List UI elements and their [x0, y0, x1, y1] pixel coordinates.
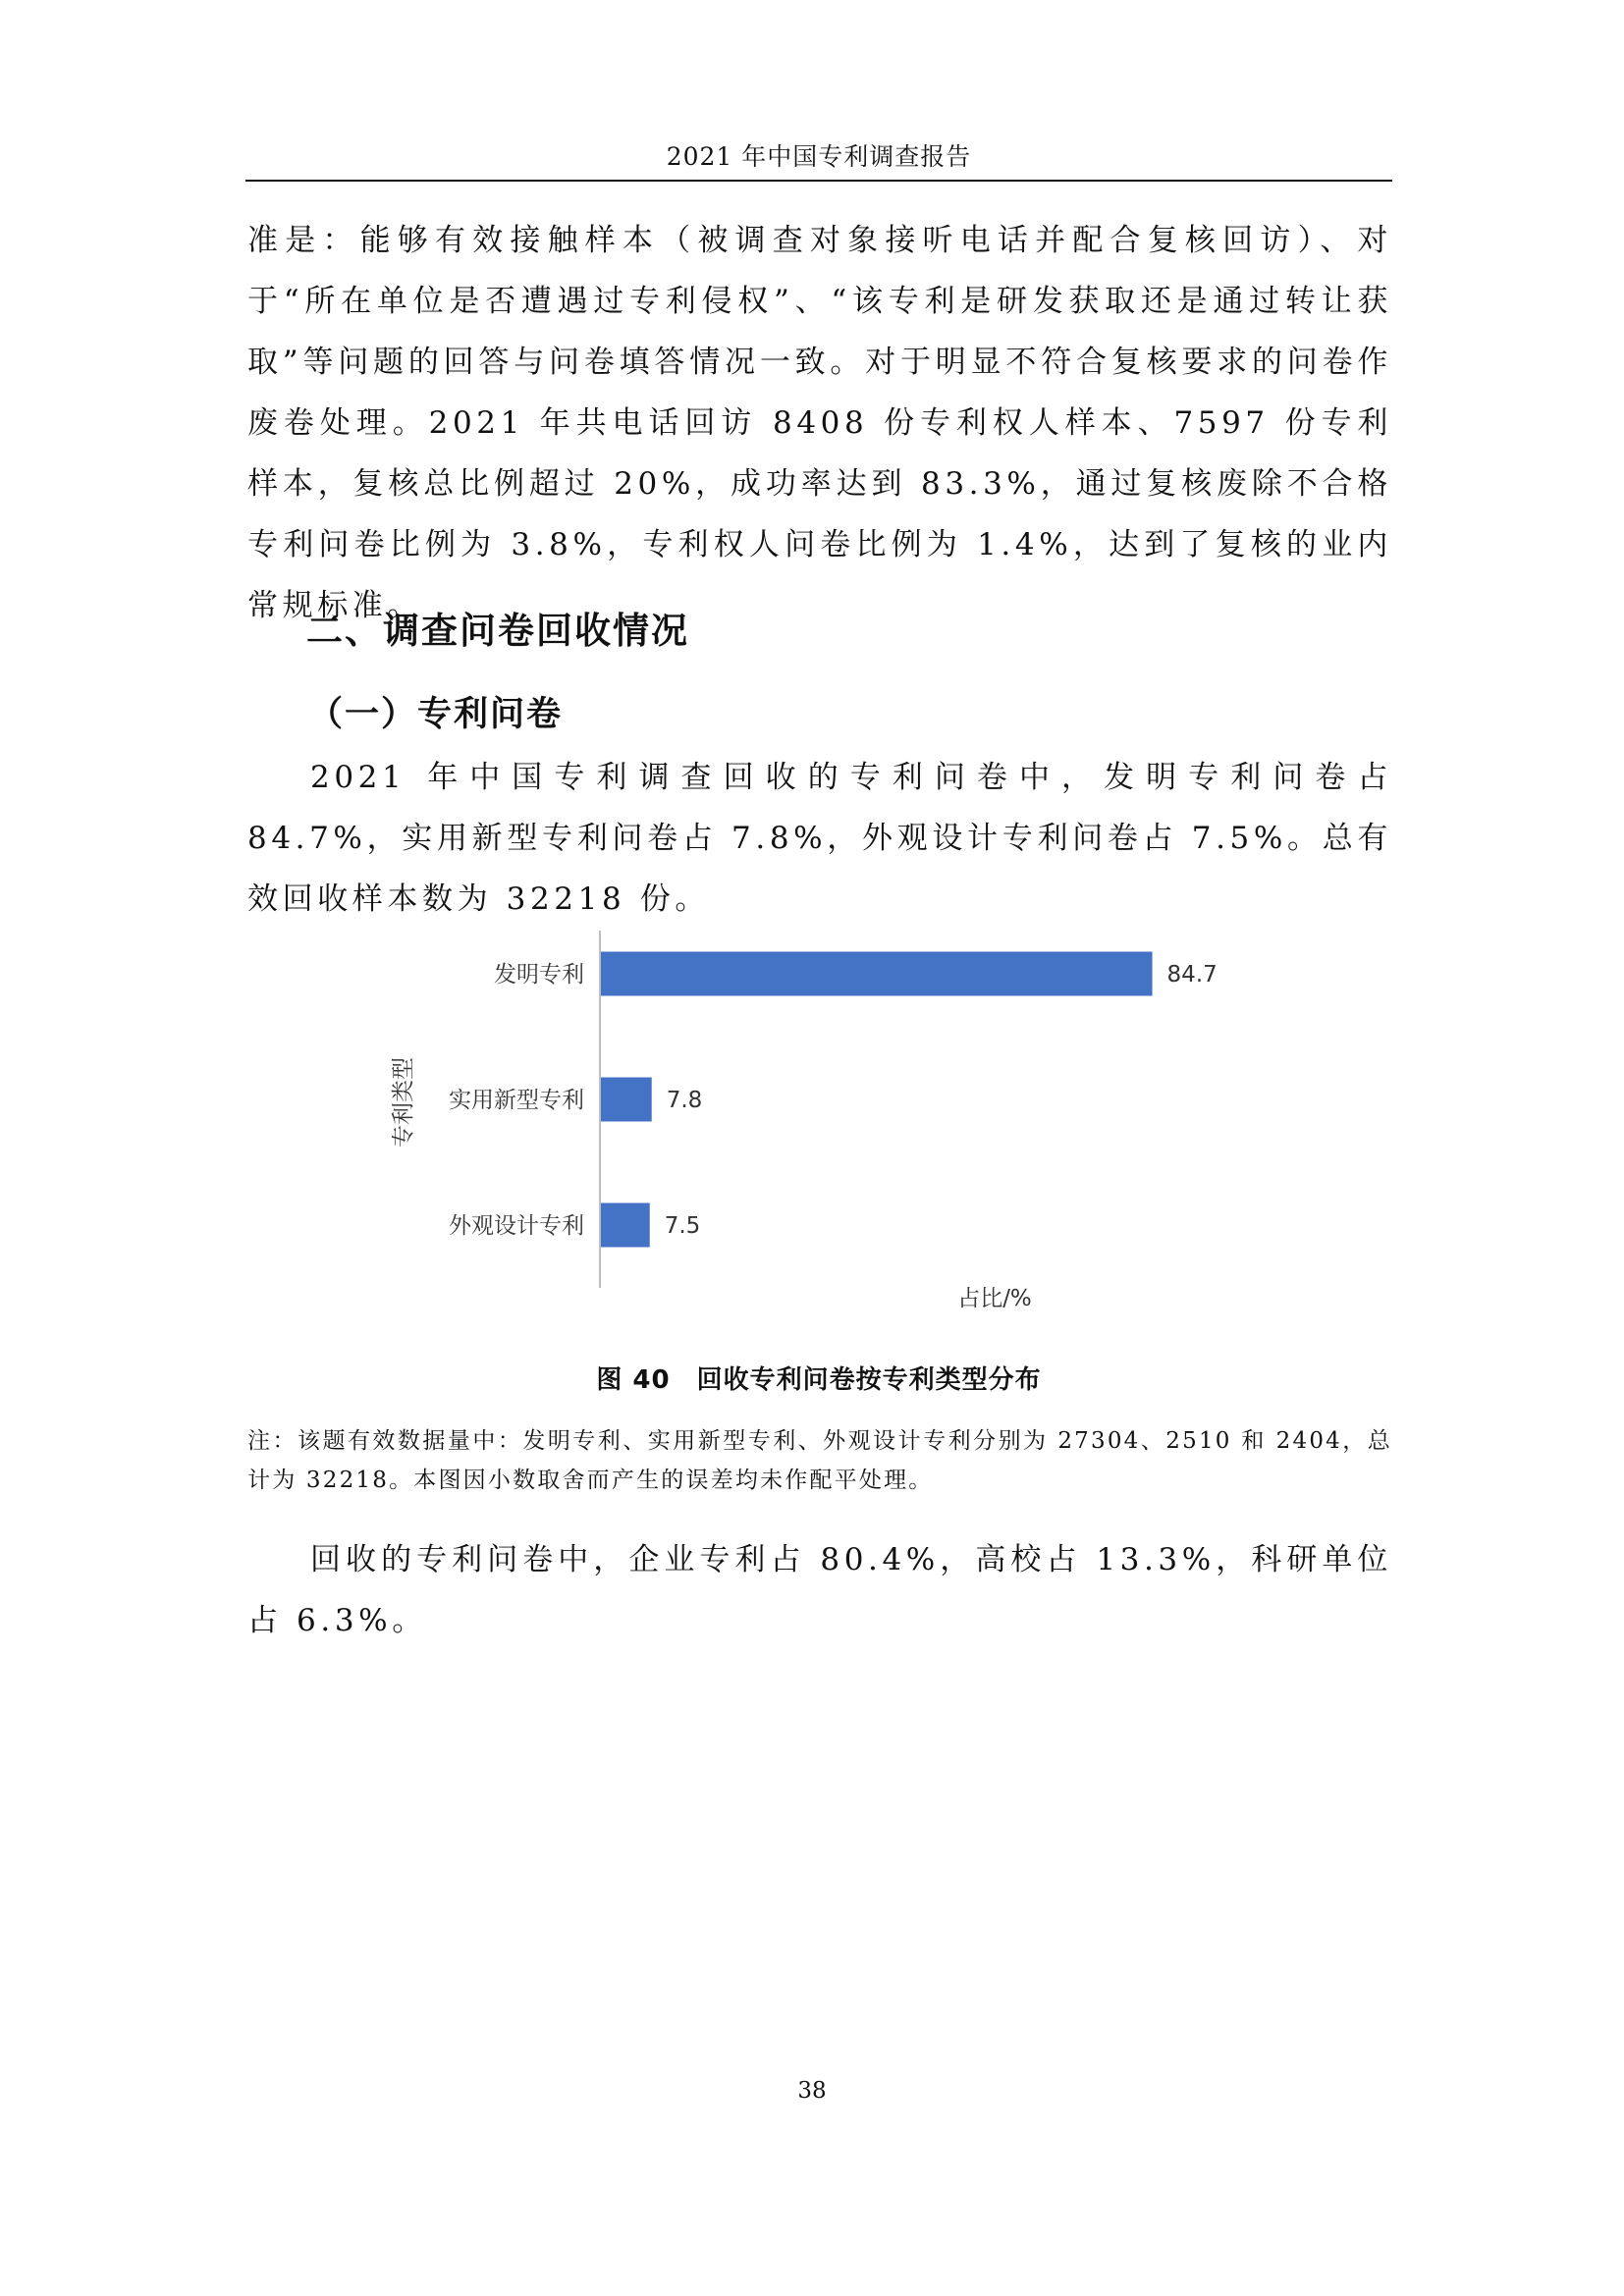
running-header: 2021 年中国专利调查报告: [666, 142, 972, 171]
bar-chart: [383, 903, 1365, 1325]
category-label-0: 发明专利: [494, 962, 584, 988]
bar-1: [601, 1078, 652, 1122]
category-labels: [449, 962, 584, 1239]
paragraph-questionnaire-share: 2021 年中国专利调查回收的专利问卷中，发明专利问卷占 84.7%，实用新型专利问卷占 7.8%，外观设计专利问卷占 7.5%。总有效回收样本数为 32218 份。: [247, 760, 1392, 917]
bar-2: [601, 1203, 650, 1248]
value-labels: [665, 962, 1218, 1239]
y-axis-title: 专利类型: [391, 1057, 416, 1148]
value-label-1: 7.8: [666, 1088, 703, 1113]
page-number: 38: [797, 2078, 827, 2104]
paragraph-applicant-share: 回收的专利问卷中，企业专利占 80.4%，高校占 13.3%，科研单位占 6.3%。: [247, 1542, 1392, 1638]
header-rule: [245, 180, 1392, 182]
value-label-0: 84.7: [1166, 962, 1218, 988]
category-label-1: 实用新型专利: [449, 1088, 584, 1113]
x-axis-title: 占比/%: [957, 1286, 1032, 1311]
figure-note: 注：该题有效数据量中：发明专利、实用新型专利、外观设计专利分别为 27304、2510 和 2404，总计为 32218。本图因小数取舍而产生的误差均未作配平处理。: [247, 1428, 1392, 1493]
bar-0: [601, 952, 1153, 996]
section-heading: 二、调查问卷回收情况: [306, 610, 689, 652]
category-label-2: 外观设计专利: [449, 1213, 584, 1239]
figure-caption: 图 40 回收专利问卷按专利类型分布: [596, 1365, 1042, 1395]
paragraph-review-standards: 准是：能够有效接触样本（被调查对象接听电话并配合复核回访）、对于“所在单位是否遭遇过专利侵权”、“该专利是研发获取还是通过转让获取”等问题的回答与问卷填答情况一致。对于明显不符合复核要求的问卷作废卷处理。2021 年共电话回访 8408 份专利权人样本、7597 份专利样本，复核总比例超过 20%，成功率达到 83.3%，通过复核废除不合格专利问卷比例为 3.8%，专利权人问卷比例为 1.4%，达到了复核的业内常规标准。: [247, 223, 1392, 623]
value-label-2: 7.5: [664, 1213, 701, 1239]
subsection-heading: （一）专利问卷: [308, 695, 564, 734]
